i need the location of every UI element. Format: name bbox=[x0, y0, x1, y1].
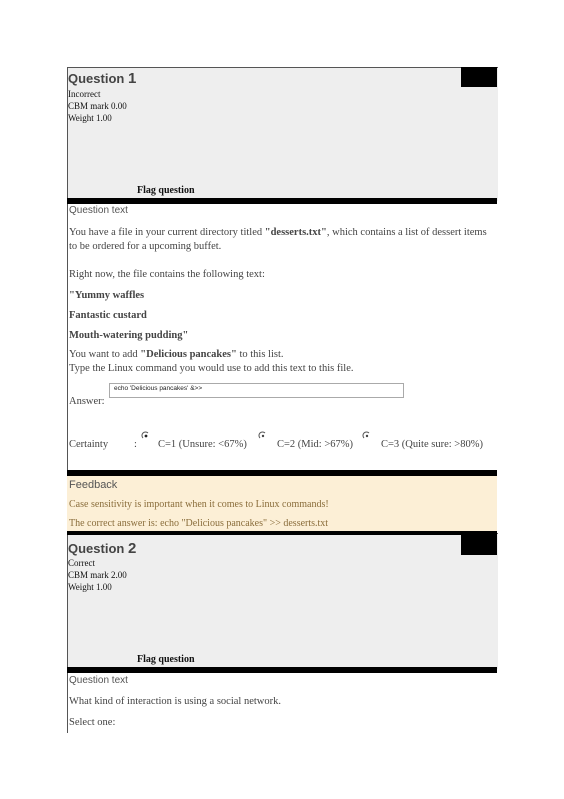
question-2-text-label: Question text bbox=[69, 675, 128, 686]
file-line-2: Fantastic custard bbox=[69, 310, 147, 321]
flag-question-button-2[interactable]: Flag question bbox=[137, 654, 195, 665]
answer-input[interactable]: echo 'Delicious pancakes' &>> bbox=[109, 383, 404, 398]
question-2-select-one: Select one: bbox=[69, 717, 116, 728]
question-1-text-label: Question text bbox=[69, 205, 128, 216]
certainty-option-2: C=2 (Mid: >67%) bbox=[277, 439, 354, 450]
feedback-label: Feedback bbox=[69, 479, 118, 491]
question-2-corner-block bbox=[461, 535, 497, 555]
question-1-intro bbox=[69, 226, 494, 254]
question-1-left-border bbox=[67, 204, 68, 470]
certainty-label: Certainty bbox=[69, 439, 109, 450]
certainty-radio-1[interactable] bbox=[141, 431, 151, 441]
question-1-status: Incorrect bbox=[68, 89, 101, 99]
want-prefix: You want to add bbox=[69, 349, 141, 360]
intro-filename: "desserts.txt" bbox=[264, 227, 327, 238]
question-1-mark: CBM mark 0.00 bbox=[68, 101, 127, 111]
question-1-weight: Weight 1.00 bbox=[68, 113, 112, 123]
certainty-option-3: C=3 (Quite sure: >80%) bbox=[381, 439, 483, 450]
flag-question-button-1[interactable]: Flag question bbox=[137, 185, 195, 196]
intro-text: You have a file in your current directory titled bbox=[69, 227, 265, 238]
question-1-right-now: Right now, the file contains the following text: bbox=[69, 269, 265, 280]
question-2-left-border bbox=[67, 673, 68, 733]
question-2-status: Correct bbox=[68, 558, 95, 568]
want-item: "Delicious pancakes" bbox=[140, 349, 237, 360]
file-line-1: "Yummy waffles bbox=[69, 290, 145, 301]
certainty-radio-2[interactable] bbox=[258, 431, 268, 441]
file-line-3: Mouth-watering pudding" bbox=[69, 330, 189, 341]
correct-answer-text: The correct answer is: echo "Delicious pancakes" >> desserts.txt bbox=[69, 518, 329, 529]
feedback-text: Case sensitivity is important when it comes to Linux commands! bbox=[69, 499, 329, 510]
question-2-weight: Weight 1.00 bbox=[68, 582, 112, 592]
question-1-divider bbox=[67, 198, 497, 204]
question-2-title bbox=[68, 540, 136, 557]
certainty-radio-3[interactable] bbox=[362, 431, 372, 441]
question-2-title-prefix: Question bbox=[68, 541, 125, 556]
question-2-prompt: What kind of interaction is using a social network. bbox=[69, 696, 281, 707]
question-1-corner-block bbox=[461, 67, 497, 87]
question-1-want bbox=[69, 348, 284, 362]
question-2-divider bbox=[67, 667, 497, 673]
question-1-title-prefix: Question bbox=[68, 71, 125, 86]
question-1-title bbox=[68, 70, 136, 87]
want-suffix: to this list. bbox=[236, 349, 284, 360]
intro-rest: , which contains a list of dessert items to be ordered for a upcoming buffet. bbox=[69, 227, 487, 252]
question-1-number: 1 bbox=[127, 70, 137, 87]
question-1-info bbox=[67, 67, 498, 201]
question-2-top-divider bbox=[67, 531, 497, 535]
question-1-type-command: Type the Linux command you would use to add this text to this file. bbox=[69, 363, 354, 374]
answer-label: Answer: bbox=[69, 396, 105, 407]
certainty-colon: : bbox=[134, 439, 137, 450]
question-2-number: 2 bbox=[127, 540, 137, 557]
question-2-mark: CBM mark 2.00 bbox=[68, 570, 127, 580]
certainty-option-1: C=1 (Unsure: <67%) bbox=[158, 439, 247, 450]
